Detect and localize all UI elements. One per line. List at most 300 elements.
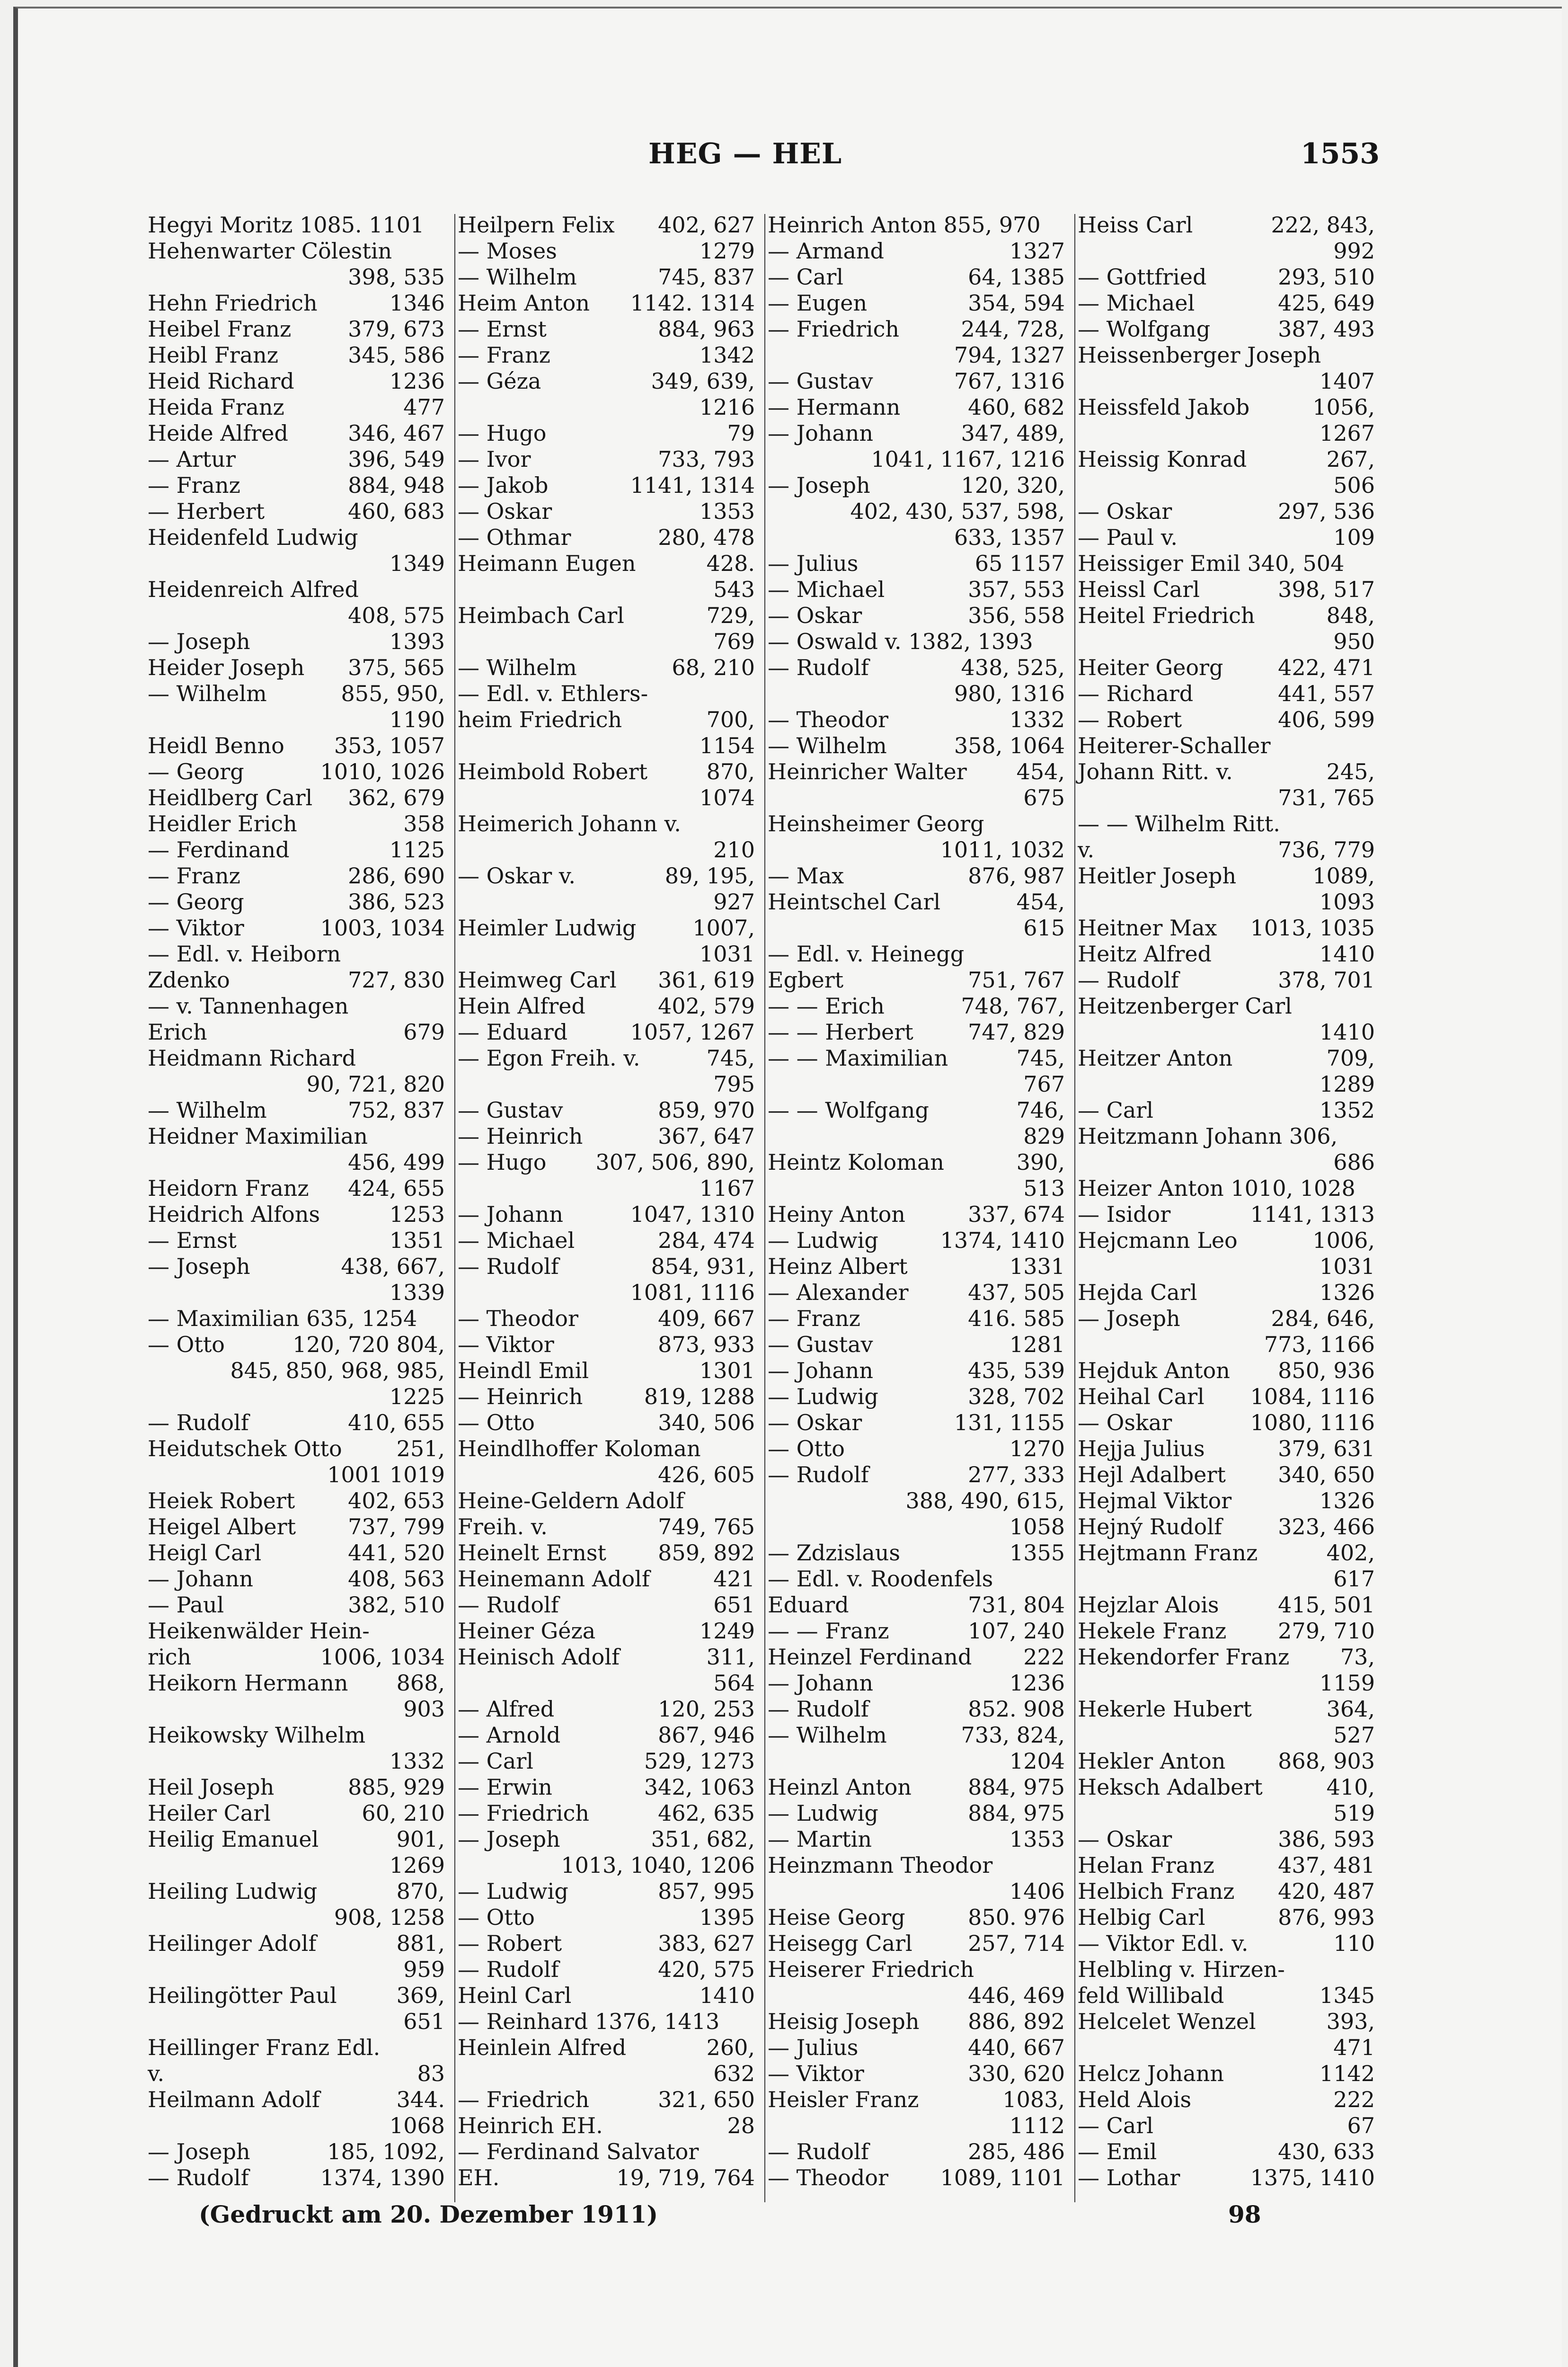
entry-name: Hegyi Moritz 1085. 1101 xyxy=(148,212,425,238)
entry-pages: 675 xyxy=(1023,785,1065,810)
entry-name: Heisler Franz xyxy=(768,2087,919,2112)
entry-pages: 456, 499 xyxy=(348,1149,445,1175)
entry-name: Heissl Carl xyxy=(1078,577,1200,602)
entry-pages: 1093 xyxy=(1319,889,1375,915)
entry-pages: 421 xyxy=(713,1566,755,1592)
entry-name: — Oskar xyxy=(458,498,552,524)
index-entry xyxy=(768,1097,1065,1123)
index-entry xyxy=(1078,993,1375,1019)
entry-pages: 110 xyxy=(1333,1931,1375,1956)
entry-pages: 430, 633 xyxy=(1278,2139,1375,2164)
entry-pages: 379, 631 xyxy=(1278,1436,1375,1461)
index-entry xyxy=(768,1019,1065,1045)
entry-name: — Ivor xyxy=(458,446,531,472)
index-entry xyxy=(1078,1358,1375,1384)
index-entry xyxy=(458,368,755,394)
entry-name: — Viktor xyxy=(768,2061,864,2086)
entry-name: — Joseph xyxy=(768,472,870,498)
entry-pages: 1345 xyxy=(1319,1983,1375,2008)
index-entry xyxy=(1078,1514,1375,1540)
entry-pages: 446, 469 xyxy=(968,1983,1065,2008)
index-entry xyxy=(458,498,755,525)
entry-name: Hein Alfred xyxy=(458,993,585,1019)
entry-name: — Ernst xyxy=(458,316,547,342)
index-entry xyxy=(458,1201,755,1228)
entry-pages: 1267 xyxy=(1319,420,1375,446)
entry-name: — Johann xyxy=(148,1566,254,1592)
entry-name: Eduard xyxy=(768,1592,849,1618)
entry-pages: 1081, 1116 xyxy=(630,1280,755,1305)
index-entry xyxy=(1078,1123,1375,1149)
entry-pages: 358 xyxy=(403,811,445,836)
index-entry xyxy=(768,629,1065,655)
index-entry xyxy=(768,1931,1065,1957)
index-entry xyxy=(1078,316,1375,342)
index-entry xyxy=(148,1696,445,1722)
index-entry xyxy=(458,1957,755,1983)
entry-pages: 852. 908 xyxy=(968,1696,1065,1722)
entry-pages: 617 xyxy=(1333,1566,1375,1592)
entry-pages: 1342 xyxy=(699,342,755,368)
index-entry xyxy=(1078,1462,1375,1488)
entry-pages: 868, xyxy=(396,1670,445,1696)
index-entry xyxy=(1078,1332,1375,1358)
index-entry xyxy=(458,2035,755,2061)
entry-name: Heikowsky Wilhelm xyxy=(148,1722,366,1748)
entry-pages: 362, 679 xyxy=(348,785,445,810)
index-entry xyxy=(148,1904,445,1931)
index-entry xyxy=(1078,525,1375,551)
entry-name: Heissenberger Joseph xyxy=(1078,342,1321,368)
entry-name: Heihal Carl xyxy=(1078,1384,1205,1409)
entry-name: Heksch Adalbert xyxy=(1078,1774,1263,1800)
entry-pages: 361, 619 xyxy=(658,967,755,993)
entry-pages: 1154 xyxy=(699,733,755,758)
index-entry xyxy=(1078,603,1375,629)
entry-name: Heinlein Alfred xyxy=(458,2035,627,2060)
index-entry xyxy=(1078,1983,1375,2009)
entry-pages: 859, 892 xyxy=(658,1540,755,1566)
entry-pages: 1406 xyxy=(1009,1878,1065,1904)
index-entry xyxy=(148,863,445,889)
index-entry xyxy=(148,342,445,368)
entry-pages: 884, 948 xyxy=(348,472,445,498)
index-entry xyxy=(148,525,445,551)
index-entry xyxy=(458,1983,755,2009)
entry-pages: 1236 xyxy=(1009,1670,1065,1696)
entry-name: — Wilhelm xyxy=(458,655,577,680)
entry-pages: 369, xyxy=(396,1983,445,2008)
index-entry xyxy=(1078,551,1375,577)
entry-pages: 1269 xyxy=(389,1852,445,1878)
entry-pages: 506 xyxy=(1333,472,1375,498)
entry-name: — Wilhelm xyxy=(768,1722,887,1748)
index-entry xyxy=(458,1280,755,1306)
index-entry xyxy=(148,967,445,993)
entry-name: Heinzmann Theodor xyxy=(768,1852,993,1878)
index-entry xyxy=(458,394,755,420)
entry-name: Heinemann Adolf xyxy=(458,1566,650,1592)
entry-pages: 402, 579 xyxy=(658,993,755,1019)
entry-pages: 402, 627 xyxy=(658,212,755,238)
index-entry xyxy=(458,1358,755,1384)
entry-name: Heindlhoffer Koloman xyxy=(458,1436,701,1461)
entry-name: Heider Joseph xyxy=(148,655,305,680)
entry-name: — Robert xyxy=(1078,707,1182,732)
index-entry xyxy=(1078,1748,1375,1774)
entry-pages: 364, xyxy=(1326,1696,1375,1722)
index-entry xyxy=(148,811,445,837)
index-columns xyxy=(148,212,1373,2200)
entry-pages: 379, 673 xyxy=(348,316,445,342)
entry-pages: 437, 481 xyxy=(1278,1852,1375,1878)
index-entry xyxy=(458,2009,755,2035)
entry-name: — Max xyxy=(768,863,844,889)
entry-pages: 340, 506 xyxy=(658,1410,755,1435)
entry-name: feld Willibald xyxy=(1078,1983,1224,2008)
index-entry xyxy=(148,394,445,420)
entry-name: — Oskar xyxy=(768,1410,862,1435)
entry-pages: 1346 xyxy=(389,290,445,316)
entry-name: Heimann Eugen xyxy=(458,551,636,576)
index-entry xyxy=(458,1488,755,1514)
entry-pages: 737, 799 xyxy=(348,1514,445,1539)
index-entry xyxy=(458,2061,755,2087)
entry-name: — Carl xyxy=(1078,2113,1153,2138)
index-entry xyxy=(458,1071,755,1097)
entry-pages: 1068 xyxy=(389,2113,445,2138)
entry-pages: 950 xyxy=(1333,629,1375,654)
entry-pages: 679 xyxy=(403,1019,445,1045)
index-entry xyxy=(458,420,755,446)
index-entry xyxy=(148,1514,445,1540)
entry-name: — Viktor Edl. v. xyxy=(1078,1931,1249,1956)
entry-name: — Gustav xyxy=(768,1332,873,1357)
index-entry xyxy=(1078,1254,1375,1280)
entry-name: Hejduk Anton xyxy=(1078,1358,1230,1383)
index-entry xyxy=(768,2113,1065,2139)
entry-pages: 460, 683 xyxy=(348,498,445,524)
entry-pages: 1006, xyxy=(1312,1228,1375,1253)
entry-pages: 60, 210 xyxy=(362,1800,445,1826)
entry-pages: 422, 471 xyxy=(1278,655,1375,680)
entry-name: — — Maximilian xyxy=(768,1045,948,1071)
entry-pages: 425, 649 xyxy=(1278,290,1375,316)
index-entry xyxy=(148,1280,445,1306)
entry-pages: 437, 505 xyxy=(968,1280,1065,1305)
entry-name: — Franz xyxy=(148,863,240,889)
index-entry xyxy=(768,342,1065,368)
entry-pages: 1410 xyxy=(699,1983,755,2008)
entry-pages: 185, 1092, xyxy=(327,2139,445,2164)
entry-pages: 107, 240 xyxy=(968,1618,1065,1644)
index-entry xyxy=(1078,811,1375,837)
entry-name: Heide Alfred xyxy=(148,420,288,446)
index-entry xyxy=(148,1462,445,1488)
entry-name: Helbig Carl xyxy=(1078,1904,1205,1930)
entry-pages: 1352 xyxy=(1319,1097,1375,1123)
index-entry xyxy=(1078,1774,1375,1800)
entry-pages: 1351 xyxy=(389,1228,445,1253)
index-entry xyxy=(1078,1566,1375,1592)
entry-pages: 90, 721, 820 xyxy=(306,1071,445,1097)
entry-name: — Otto xyxy=(458,1904,535,1930)
index-entry xyxy=(768,368,1065,394)
entry-name: — Othmar xyxy=(458,525,571,550)
entry-name: Heiserer Friedrich xyxy=(768,1957,974,1982)
entry-name: Hekerle Hubert xyxy=(1078,1696,1252,1722)
entry-pages: 267, xyxy=(1326,446,1375,472)
entry-name: — Hugo xyxy=(458,420,547,446)
entry-pages: 424, 655 xyxy=(348,1175,445,1201)
entry-name: Heiter Georg xyxy=(1078,655,1223,680)
index-entry xyxy=(1078,446,1375,472)
entry-name: — Rudolf xyxy=(768,655,869,680)
entry-pages: 876, 993 xyxy=(1278,1904,1375,1930)
entry-pages: 1011, 1032 xyxy=(940,837,1065,863)
index-entry xyxy=(768,1566,1065,1592)
index-entry xyxy=(458,1436,755,1462)
index-entry xyxy=(768,1904,1065,1931)
entry-pages: 767, 1316 xyxy=(954,368,1065,394)
entry-name: Heikenwälder Hein- xyxy=(148,1618,370,1644)
entry-pages: 794, 1327 xyxy=(954,342,1065,368)
entry-name: Heigel Albert xyxy=(148,1514,296,1539)
entry-pages: 850. 976 xyxy=(968,1904,1065,1930)
index-entry xyxy=(768,1852,1065,1878)
entry-name: — Viktor xyxy=(458,1332,554,1357)
index-entry xyxy=(458,967,755,993)
entry-pages: 727, 830 xyxy=(348,967,445,993)
entry-pages: 736, 779 xyxy=(1278,837,1375,863)
index-entry xyxy=(458,655,755,681)
index-entry xyxy=(148,1931,445,1957)
entry-pages: 344. xyxy=(396,2087,445,2112)
index-entry xyxy=(1078,2009,1375,2035)
entry-pages: 1331 xyxy=(1009,1254,1065,1279)
entry-pages: 120, 320, xyxy=(961,472,1065,498)
entry-pages: 222 xyxy=(1333,2087,1375,2112)
entry-name: Held Alois xyxy=(1078,2087,1192,2112)
entry-name: — Hugo xyxy=(458,1149,547,1175)
entry-name: Heilpern Felix xyxy=(458,212,615,238)
entry-pages: 773, 1166 xyxy=(1264,1332,1375,1357)
index-entry xyxy=(1078,941,1375,967)
entry-name: — Otto xyxy=(458,1410,535,1435)
entry-name: — Ludwig xyxy=(458,1878,568,1904)
entry-pages: 210 xyxy=(713,837,755,863)
index-entry xyxy=(1078,863,1375,889)
index-entry xyxy=(148,1149,445,1175)
entry-pages: 1190 xyxy=(389,707,445,732)
entry-pages: 686 xyxy=(1333,1149,1375,1175)
entry-pages: 1339 xyxy=(389,1280,445,1305)
index-entry xyxy=(458,1462,755,1488)
index-entry xyxy=(458,1592,755,1618)
index-entry xyxy=(768,1254,1065,1280)
index-entry xyxy=(458,1722,755,1748)
entry-name: — Ludwig xyxy=(768,1384,878,1409)
index-entry xyxy=(1078,1878,1375,1904)
index-entry xyxy=(148,993,445,1019)
entry-name: — Jakob xyxy=(458,472,549,498)
entry-name: — Joseph xyxy=(1078,1306,1180,1331)
index-column-4 xyxy=(1078,212,1375,2191)
index-entry xyxy=(1078,1852,1375,1878)
entry-name: — Emil xyxy=(1078,2139,1157,2164)
entry-pages: 89, 195, xyxy=(664,863,755,889)
index-entry xyxy=(148,1097,445,1123)
index-entry xyxy=(768,1201,1065,1228)
entry-name: — Joseph xyxy=(148,2139,250,2164)
index-entry xyxy=(1078,1280,1375,1306)
index-entry xyxy=(458,1826,755,1852)
entry-pages: 1326 xyxy=(1319,1488,1375,1513)
index-entry xyxy=(148,785,445,811)
entry-name: Heidler Erich xyxy=(148,811,297,836)
entry-pages: 402, xyxy=(1326,1540,1375,1566)
entry-pages: 1349 xyxy=(389,551,445,576)
index-entry xyxy=(1078,915,1375,941)
index-entry xyxy=(458,1019,755,1045)
index-entry xyxy=(768,446,1065,472)
entry-pages: 1279 xyxy=(699,238,755,264)
entry-name: — Ferdinand xyxy=(148,837,290,863)
index-entry xyxy=(458,1878,755,1904)
entry-pages: 1001 1019 xyxy=(327,1462,445,1487)
index-entry xyxy=(148,1175,445,1201)
index-entry xyxy=(1078,1540,1375,1566)
entry-name: — — Franz xyxy=(768,1618,889,1644)
entry-pages: 1281 xyxy=(1009,1332,1065,1357)
index-entry xyxy=(458,1175,755,1201)
entry-pages: 519 xyxy=(1333,1800,1375,1826)
entry-name: — Ferdinand Salvator xyxy=(458,2139,699,2164)
entry-pages: 1393 xyxy=(389,629,445,654)
entry-name: — Friedrich xyxy=(458,1800,589,1826)
entry-pages: 870, xyxy=(396,1878,445,1904)
entry-name: Heizer Anton 1010, 1028 xyxy=(1078,1175,1355,1201)
index-entry xyxy=(148,681,445,707)
entry-pages: 1326 xyxy=(1319,1280,1375,1305)
entry-pages: 733, 793 xyxy=(658,446,755,472)
entry-pages: 79 xyxy=(727,420,755,446)
entry-name: — Johann xyxy=(768,1358,874,1383)
index-entry xyxy=(768,1358,1065,1384)
entry-pages: 375, 565 xyxy=(348,655,445,680)
entry-pages: 1249 xyxy=(699,1618,755,1644)
entry-name: Heinrich Anton 855, 970 xyxy=(768,212,1041,238)
entry-name: — Carl xyxy=(1078,1097,1153,1123)
entry-name: — Erwin xyxy=(458,1774,552,1800)
index-entry xyxy=(768,2035,1065,2061)
index-entry xyxy=(1078,368,1375,394)
entry-name: — Edl. v. Heinegg xyxy=(768,941,965,967)
index-entry xyxy=(148,733,445,759)
entry-pages: 748, 767, xyxy=(961,993,1065,1019)
entry-name: — Rudolf xyxy=(768,1696,869,1722)
index-entry xyxy=(768,498,1065,525)
entry-name: Hejcmann Leo xyxy=(1078,1228,1238,1253)
entry-name: Heidmann Richard xyxy=(148,1045,356,1071)
entry-pages: 1253 xyxy=(389,1201,445,1227)
entry-name: — Isidor xyxy=(1078,1201,1171,1227)
index-entry xyxy=(148,2061,445,2087)
index-entry xyxy=(148,915,445,941)
index-entry xyxy=(1078,1019,1375,1045)
index-entry xyxy=(768,1280,1065,1306)
entry-pages: 1007, xyxy=(692,915,755,941)
entry-name: Heimbold Robert xyxy=(458,759,648,784)
entry-pages: 651 xyxy=(713,1592,755,1618)
entry-name: Heitzmann Johann 306, xyxy=(1078,1123,1338,1149)
entry-pages: 850, 936 xyxy=(1278,1358,1375,1383)
index-entry xyxy=(148,2087,445,2113)
entry-pages: 1074 xyxy=(699,785,755,810)
entry-pages: 927 xyxy=(713,889,755,915)
entry-pages: 1327 xyxy=(1009,238,1065,264)
entry-pages: 367, 647 xyxy=(658,1123,755,1149)
index-entry xyxy=(148,1306,445,1332)
entry-pages: 402, 430, 537, 598, xyxy=(850,498,1065,524)
entry-name: — Rudolf xyxy=(768,1462,869,1487)
index-entry xyxy=(768,316,1065,342)
entry-pages: 633, 1357 xyxy=(954,525,1065,550)
entry-pages: 222 xyxy=(1023,1644,1065,1670)
index-entry xyxy=(1078,2035,1375,2061)
entry-name: — Johann xyxy=(768,420,874,446)
index-entry xyxy=(1078,759,1375,785)
entry-name: — Arnold xyxy=(458,1722,561,1748)
entry-pages: 73, xyxy=(1340,1644,1375,1670)
entry-name: — Reinhard 1376, 1413 xyxy=(458,2009,720,2034)
entry-pages: 709, xyxy=(1326,1045,1375,1071)
entry-name: — Julius xyxy=(768,551,859,576)
entry-pages: 868, 903 xyxy=(1278,1748,1375,1774)
index-entry xyxy=(768,1410,1065,1436)
entry-pages: 64, 1385 xyxy=(968,264,1065,290)
entry-name: — Egon Freih. v. xyxy=(458,1045,640,1071)
index-entry xyxy=(768,1826,1065,1852)
index-entry xyxy=(768,1957,1065,1983)
index-entry xyxy=(458,1566,755,1592)
entry-name: Heidenfeld Ludwig xyxy=(148,525,358,550)
index-entry xyxy=(768,915,1065,941)
index-entry xyxy=(148,1384,445,1410)
entry-pages: 406, 599 xyxy=(1278,707,1375,732)
entry-pages: 402, 653 xyxy=(348,1488,445,1513)
index-entry xyxy=(458,1228,755,1254)
entry-name: Hejzlar Alois xyxy=(1078,1592,1219,1618)
entry-pages: 733, 824, xyxy=(961,1722,1065,1748)
entry-pages: 1374, 1410 xyxy=(940,1228,1065,1253)
entry-pages: 731, 765 xyxy=(1278,785,1375,810)
index-entry xyxy=(458,342,755,368)
entry-name: — Georg xyxy=(148,759,244,784)
entry-pages: 398, 517 xyxy=(1278,577,1375,602)
index-entry xyxy=(768,2139,1065,2165)
index-entry xyxy=(1078,2087,1375,2113)
entry-pages: 529, 1273 xyxy=(644,1748,755,1774)
entry-pages: 1407 xyxy=(1319,368,1375,394)
index-entry xyxy=(458,863,755,889)
index-entry xyxy=(768,1644,1065,1670)
entry-name: — Artur xyxy=(148,446,236,472)
entry-name: — — Wilhelm Ritt. xyxy=(1078,811,1280,836)
entry-pages: 767 xyxy=(1023,1071,1065,1097)
entry-name: — Zdzislaus xyxy=(768,1540,900,1566)
entry-name: Heinsheimer Georg xyxy=(768,811,984,836)
